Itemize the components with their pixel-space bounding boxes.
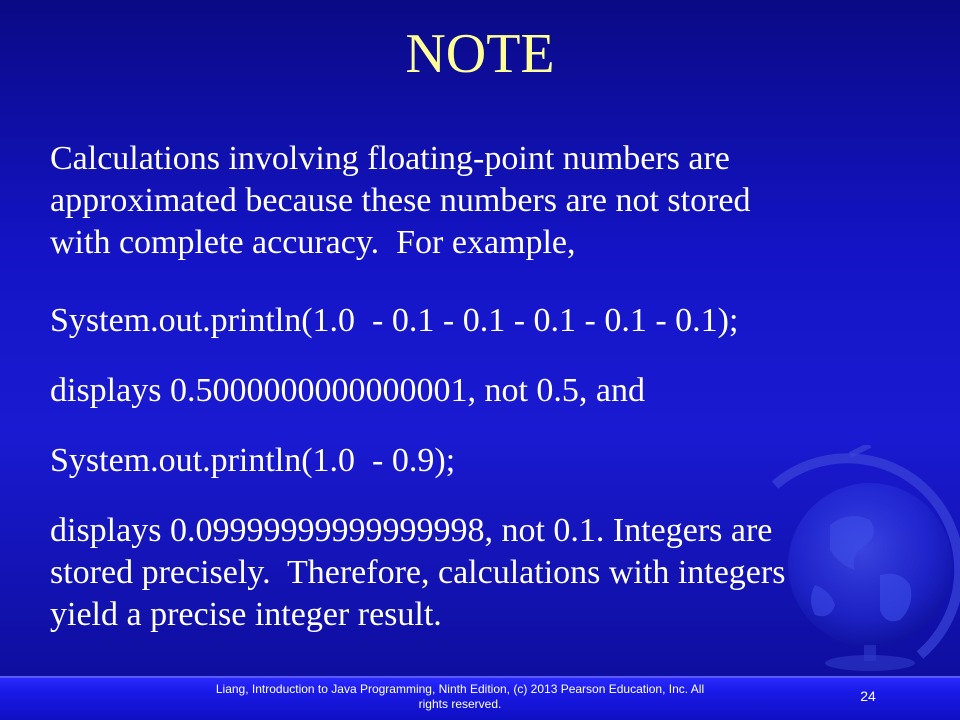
footer-line: Liang, Introduction to Java Programming, Ninth Edition, (c) 2013 Pearson Education, Inc. All <box>215 682 705 696</box>
text-line: stored precisely. Therefore, calculations with integers <box>50 554 786 591</box>
result-1 <box>50 370 930 412</box>
text-line: approximated because these numbers are not stored <box>50 182 751 219</box>
text-line: System.out.println(1.0 - 0.1 - 0.1 - 0.1 - 0.1 - 0.1); <box>50 302 739 339</box>
code-example-2 <box>50 440 930 482</box>
text-line: System.out.println(1.0 - 0.9); <box>50 442 456 479</box>
footer-line: rights reserved. <box>418 697 502 711</box>
text-line: Calculations involving floating-point numbers are <box>50 140 730 177</box>
footer-copyright <box>160 682 760 712</box>
text-line: displays 0.09999999999999998, not 0.1. Integers are <box>50 512 773 549</box>
paragraph-conclusion <box>50 510 930 636</box>
text-line: displays 0.5000000000000001, not 0.5, and <box>50 372 645 409</box>
text-line: with complete accuracy. For example, <box>50 224 576 261</box>
slide-title: NOTE <box>405 23 555 85</box>
text-line: yield a precise integer result. <box>50 596 442 633</box>
code-example-1 <box>50 300 930 342</box>
paragraph-intro <box>50 138 930 264</box>
page-number: 24 <box>860 688 876 704</box>
